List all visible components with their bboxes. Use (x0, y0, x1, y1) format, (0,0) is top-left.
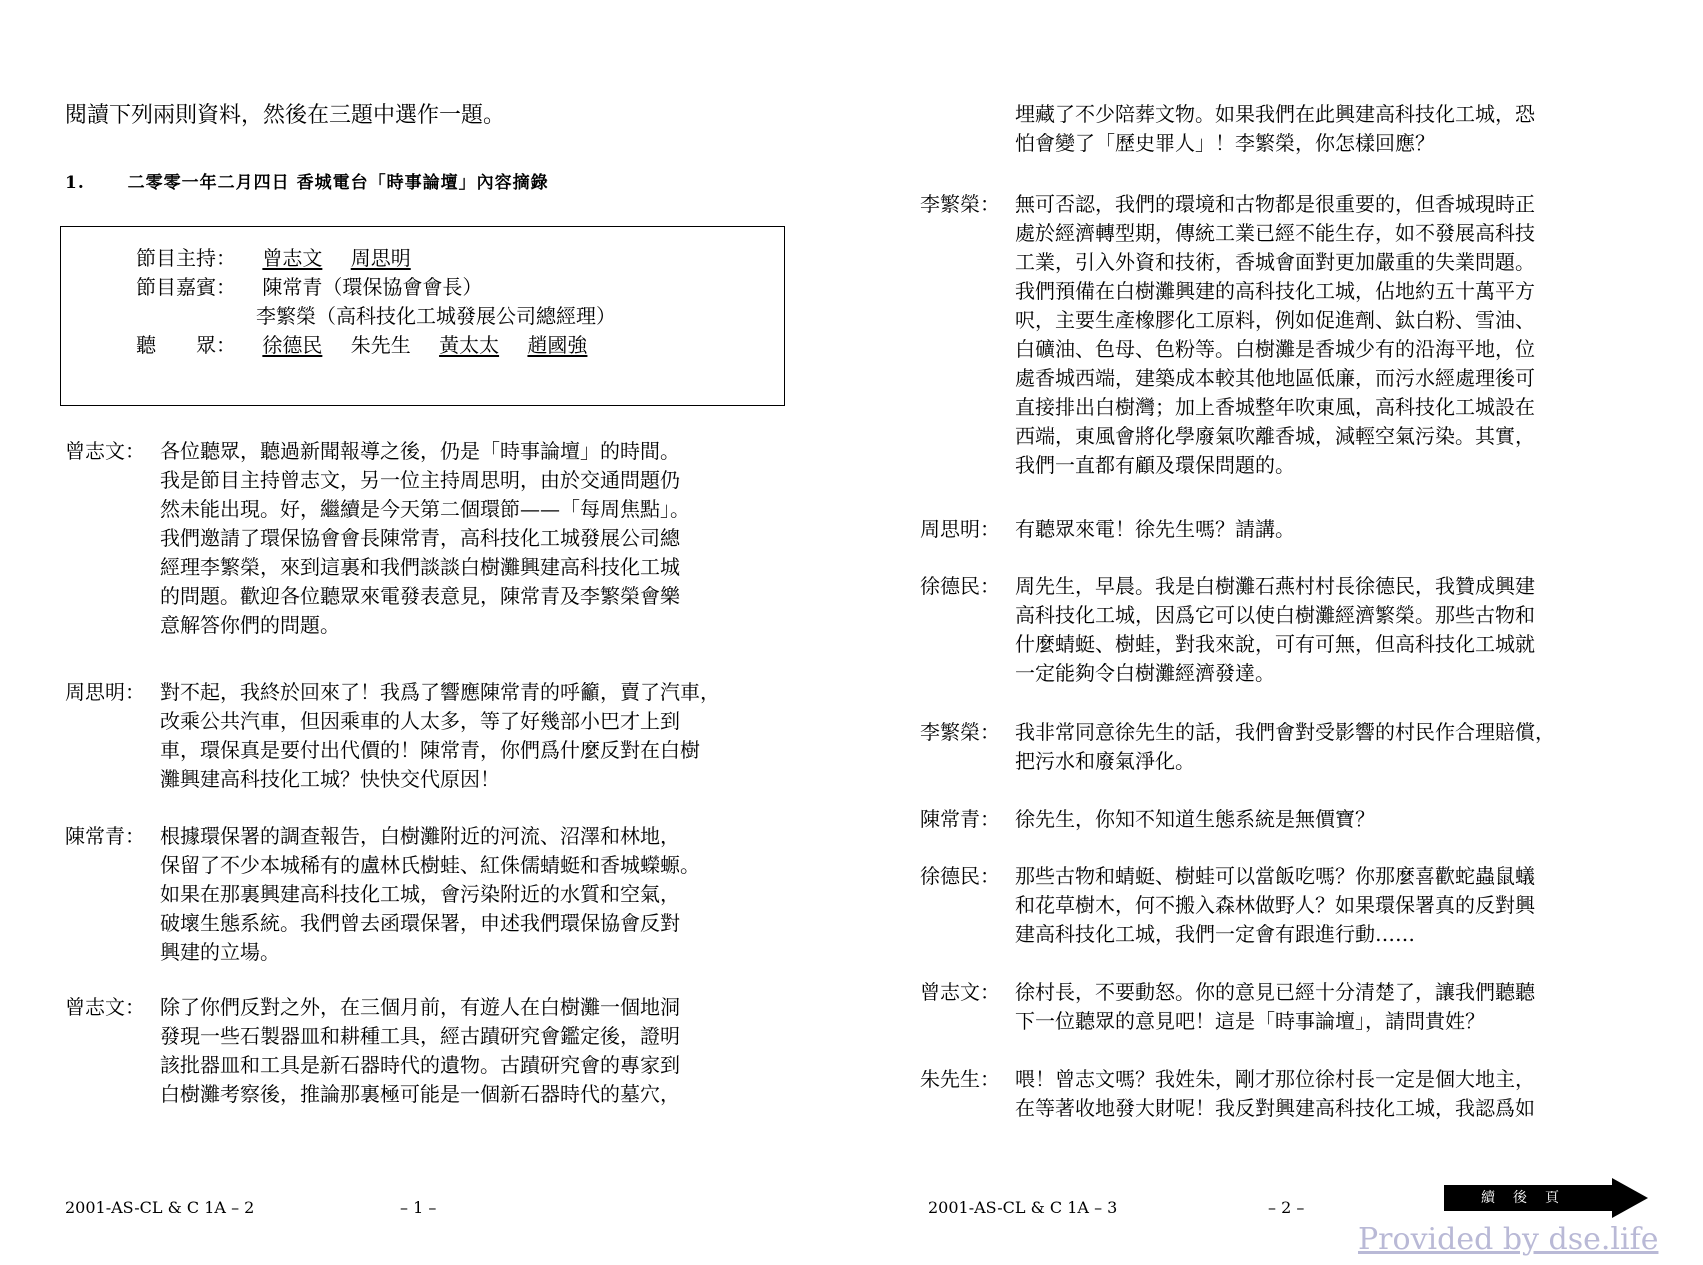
speaker-name: 徐德民： (920, 864, 1000, 888)
page-number: – 2 – (1268, 1198, 1305, 1217)
audience-name: 黃太太 (439, 333, 500, 357)
instruction-text: 閱讀下列兩則資料，然後在三題中選作一題。 (65, 103, 506, 128)
speaker-name: 陳常青： (65, 824, 145, 848)
guests-row (136, 271, 482, 300)
speech-text: 無可否認，我們的環境和古物都是很重要的，但香城現時正 處於經濟轉型期，傳統工業已經不能生存，如不發展高科技 工業，引入外資和技術，香城會面對更加嚴重的失業問題。 我們預備在白樹灘興建的高科技化工城，佔地約五十萬平方 呎，主要生產橡膠化工原料，例如促進劑、鈦白粉、雪油、 白礦油、色母、色粉等。白樹灘是香城少有的沿海平地，位 處香城西端，建築成本較其他地區低廉，而污水經處理後可 直接排出白樹灣；加上香城整年吹東風，高科技化工城設在 西端，東風會將化學廢氣吹離香城，減輕空氣污染。其實， 我們一直都有顧及環保問題的。 (1015, 192, 1535, 477)
speech-text: 那些古物和蜻蜓、樹蛙可以當飯吃嗎？你那麼喜歡蛇蟲鼠蟻 和花草樹木，何不搬入森林做野人？如果環保署真的反對興 建高科技化工城，我們一定會有跟進行動…… (1015, 864, 1535, 946)
watermark: Provided by dse.life (1358, 1222, 1659, 1257)
left-page (0, 0, 850, 1265)
hosts-label: 節目主持： (136, 246, 236, 270)
guests-label: 節目嘉賓： (136, 275, 236, 299)
arrow-right-icon (1612, 1178, 1648, 1218)
speaker-name: 李繁榮： (920, 192, 1000, 216)
speech-text: 對不起，我終於回來了！我爲了響應陳常青的呼籲，賣了汽車， 改乘公共汽車，但因乘車的人太多，等了好幾部小巴才上到 車，環保真是要付出代價的！陳常青，你們爲什麼反對在白樹 灘興建高科技化工城？快快交代原因！ (160, 680, 720, 791)
speech-text: 我非常同意徐先生的話，我們會對受影響的村民作合理賠償， 把污水和廢氣淨化。 (1015, 720, 1555, 773)
host-name: 周思明 (350, 246, 411, 270)
continue-label: 續後頁 (1444, 1185, 1614, 1211)
audience-label: 聽 眾： (136, 333, 236, 357)
speaker-name: 曾志文： (920, 980, 1000, 1004)
speaker-name: 曾志文： (65, 439, 145, 463)
audience-name: 徐德民 (262, 333, 323, 357)
speech-text: 有聽眾來電！徐先生嗎？請講。 (1015, 517, 1295, 541)
speaker-name: 曾志文： (65, 995, 145, 1019)
guests-row-2 (256, 300, 616, 329)
speaker-name: 陳常青： (920, 807, 1000, 831)
paper-code: 2001-AS-CL & C 1A – 2 (65, 1198, 255, 1217)
question-heading (65, 168, 549, 193)
page-number: – 1 – (400, 1198, 437, 1217)
speech-text: 除了你們反對之外，在三個月前，有遊人在白樹灘一個地洞 發現一些石製器皿和耕種工具，經古蹟研究會鑑定後，證明 該批器皿和工具是新石器時代的遺物。古蹟研究會的專家到 白樹灘考察後，推論那裏極可能是一個新石器時代的墓穴， (160, 995, 680, 1106)
hosts-row (136, 242, 433, 271)
paper-code: 2001-AS-CL & C 1A – 3 (928, 1198, 1118, 1217)
question-title: 二零零一年二月四日 香城電台「時事論壇」內容摘錄 (127, 173, 549, 193)
right-page (850, 0, 1703, 1265)
speech-text: 喂！曾志文嗎？我姓朱，剛才那位徐村長一定是個大地主， 在等著收地發大財呢！我反對興建高科技化工城，我認爲如 (1015, 1067, 1535, 1120)
speaker-name: 朱先生： (920, 1067, 1000, 1091)
program-info-box (60, 226, 785, 406)
audience-name: 趙國強 (527, 333, 588, 357)
speech-text: 各位聽眾，聽過新聞報導之後，仍是「時事論壇」的時間。 我是節目主持曾志文，另一位主持周思明，由於交通問題仍 然未能出現。好，繼續是今天第二個環節——「每周焦點」。 我們邀請了環保協會會長陳常青，高科技化工城發展公司總 經理李繁榮，來到這裏和我們談談白樹灘興建高科技化工城 的問題。歡迎各位聽眾來電發表意見，陳常青及李繁榮會樂 意解答你們的問題。 (160, 439, 690, 637)
speech-text: 徐村長，不要動怒。你的意見已經十分清楚了，讓我們聽聽 下一位聽眾的意見吧！這是「時事論壇」，請問貴姓？ (1015, 980, 1535, 1033)
question-number: 1. (65, 173, 85, 193)
continue-next-page-arrow (1444, 1178, 1650, 1218)
audience-name: 朱先生 (350, 333, 411, 357)
speech-text: 埋藏了不少陪葬文物。如果我們在此興建高科技化工城，恐 怕會變了「歷史罪人」！李繁榮，你怎樣回應？ (1015, 102, 1535, 155)
guest-entry: 陳常青（環保協會會長） (262, 275, 483, 299)
speech-text: 徐先生，你知不知道生態系統是無價寶？ (1015, 807, 1375, 831)
host-name: 曾志文 (262, 246, 323, 270)
speech-text: 周先生，早晨。我是白樹灘石燕村村長徐德民，我贊成興建 高科技化工城，因爲它可以使白樹灘經濟繁榮。那些古物和 什麼蜻蜓、樹蛙，對我來說，可有可無，但高科技化工城就 一定能夠令白樹灘經濟發達。 (1015, 574, 1535, 685)
speaker-name: 周思明： (65, 680, 145, 704)
audience-row (136, 329, 609, 358)
speech-text: 根據環保署的調查報告，白樹灘附近的河流、沼澤和林地， 保留了不少本城稀有的盧林氏樹蛙、紅侏儒蜻蜓和香城蠑螈。 如果在那裏興建高科技化工城，會污染附近的水質和空氣， 破壞生態系統。我們曾去函環保署，申述我們環保協會反對 興建的立場。 (160, 824, 700, 964)
guest-entry: 李繁榮（高科技化工城發展公司總經理） (256, 304, 616, 328)
speaker-name: 周思明： (920, 517, 1000, 541)
speaker-name: 李繁榮： (920, 720, 1000, 744)
speaker-name: 徐德民： (920, 574, 1000, 598)
